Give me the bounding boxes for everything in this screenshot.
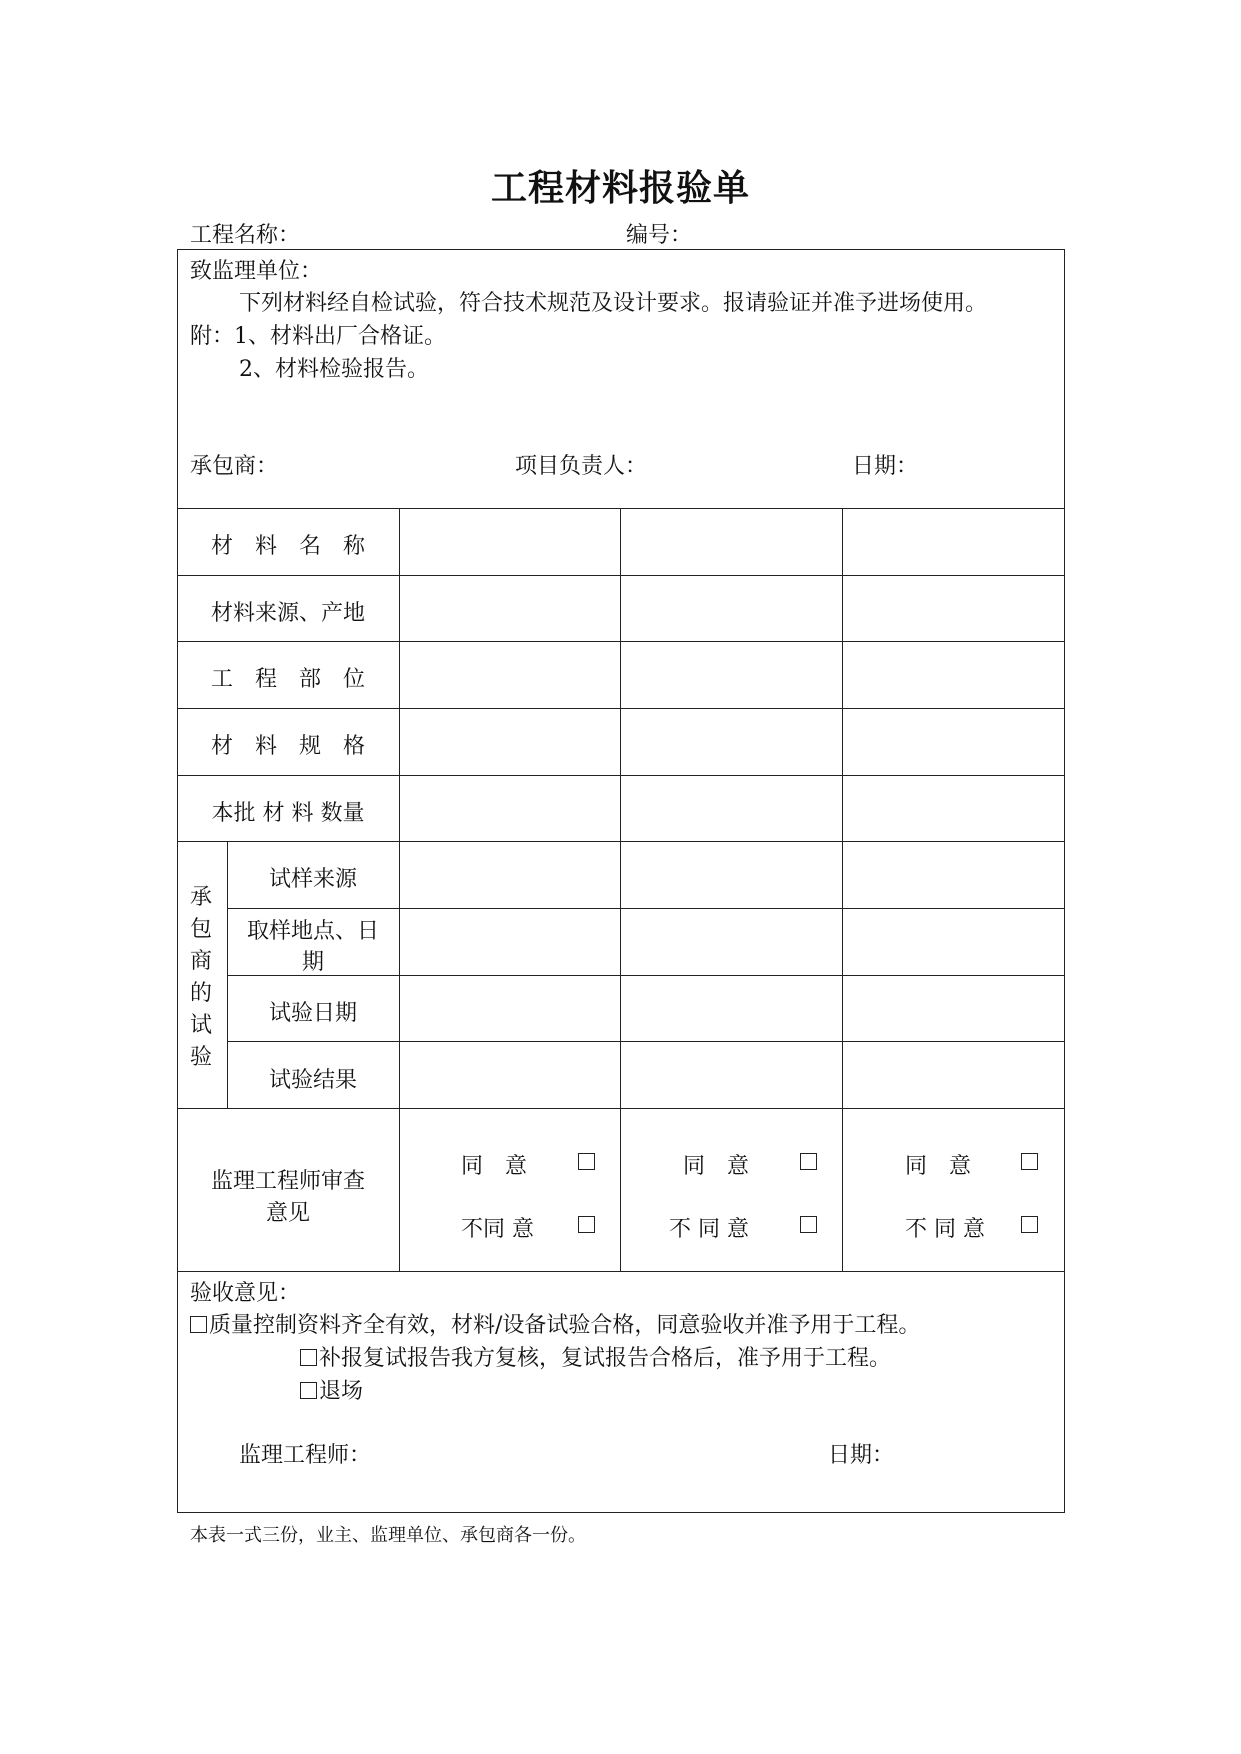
divider <box>177 841 1065 842</box>
column-line <box>620 508 621 1271</box>
row-label-project-part: 工 程 部 位 <box>210 667 365 692</box>
agree-option-label: 同 意 <box>461 1154 528 1179</box>
row-label-sample-source: 试样来源 <box>268 867 357 892</box>
row-label-material-name: 材 料 名 称 <box>210 534 365 559</box>
disagree-checkbox[interactable] <box>1021 1216 1038 1233</box>
checkbox-icon[interactable] <box>300 1349 317 1366</box>
divider <box>177 641 1065 642</box>
acceptance-option-3[interactable] <box>300 1374 363 1405</box>
project-manager-label: 项目负责人： <box>515 454 648 479</box>
form-title: 工程材料报验单 <box>490 167 750 209</box>
agree-option-label: 同 意 <box>683 1154 750 1179</box>
agree-checkbox[interactable] <box>800 1153 817 1170</box>
number-label: 编号： <box>626 223 693 248</box>
contractor-label: 承包商： <box>190 454 279 479</box>
agree-checkbox[interactable] <box>578 1153 595 1170</box>
acceptance-option-1[interactable] <box>190 1308 920 1339</box>
divider <box>177 508 1065 509</box>
divider <box>227 908 1065 909</box>
divider <box>177 775 1065 776</box>
row-label-source-origin: 材料来源、产地 <box>210 601 365 626</box>
row-label-spec: 材 料 规 格 <box>210 734 365 759</box>
divider <box>177 708 1065 709</box>
disagree-checkbox[interactable] <box>578 1216 595 1233</box>
footnote: 本表一式三份，业主、监理单位、承包商各一份。 <box>190 1525 586 1546</box>
engineer-label: 监理工程师： <box>239 1443 372 1468</box>
acceptance-option-2[interactable] <box>300 1341 891 1372</box>
contractor-test-char: 的 <box>190 981 213 1006</box>
row-label-test-date: 试验日期 <box>268 1001 357 1026</box>
submission-statement: 下列材料经自检试验，符合技术规范及设计要求。报请验证并准予进场使用。 <box>239 291 988 316</box>
attachment-2: 2、材料检验报告。 <box>239 357 429 382</box>
disagree-checkbox[interactable] <box>800 1216 817 1233</box>
disagree-option-label: 不 同 意 <box>905 1217 985 1242</box>
row-label-sampling-place: 取样地点、日 <box>246 919 379 944</box>
agree-checkbox[interactable] <box>1021 1153 1038 1170</box>
contractor-test-char: 验 <box>190 1045 213 1070</box>
column-line <box>842 508 843 1271</box>
column-line <box>399 508 400 1271</box>
attachment-1: 附：1、材料出厂合格证。 <box>190 324 446 349</box>
acceptance-option-2-text: 补报复试报告我方复核，复试报告合格后，准予用于工程。 <box>319 1346 892 1371</box>
to-supervisor-label: 致监理单位： <box>190 259 323 284</box>
row-label-review-cont: 意见 <box>265 1201 310 1226</box>
row-label-quantity: 本批 材 料 数量 <box>211 801 365 826</box>
contractor-test-char: 试 <box>190 1013 213 1038</box>
acceptance-option-3-text: 退场 <box>319 1379 364 1404</box>
contractor-test-char: 商 <box>190 949 213 974</box>
disagree-option-label: 不 同 意 <box>669 1217 749 1242</box>
agree-option-label: 同 意 <box>905 1154 972 1179</box>
project-name-label: 工程名称： <box>190 223 301 248</box>
contractor-test-char: 承 <box>190 885 213 910</box>
acceptance-option-1-text: 质量控制资料齐全有效，材料/设备试验合格，同意验收并准予用于工程。 <box>209 1313 921 1338</box>
row-label-review: 监理工程师审查 <box>210 1169 365 1194</box>
divider <box>177 1108 1065 1109</box>
checkbox-icon[interactable] <box>300 1382 317 1399</box>
acceptance-date-label: 日期： <box>828 1443 895 1468</box>
submission-date-label: 日期： <box>852 454 919 479</box>
disagree-option-label: 不同 意 <box>461 1217 534 1242</box>
checkbox-icon[interactable] <box>190 1316 207 1333</box>
divider <box>177 575 1065 576</box>
row-label-test-result: 试验结果 <box>268 1068 357 1093</box>
contractor-test-char: 包 <box>190 917 213 942</box>
divider <box>227 1041 1065 1042</box>
acceptance-label: 验收意见： <box>190 1281 301 1306</box>
row-label-sampling-place-cont: 期 <box>301 950 324 975</box>
divider <box>177 1271 1065 1272</box>
